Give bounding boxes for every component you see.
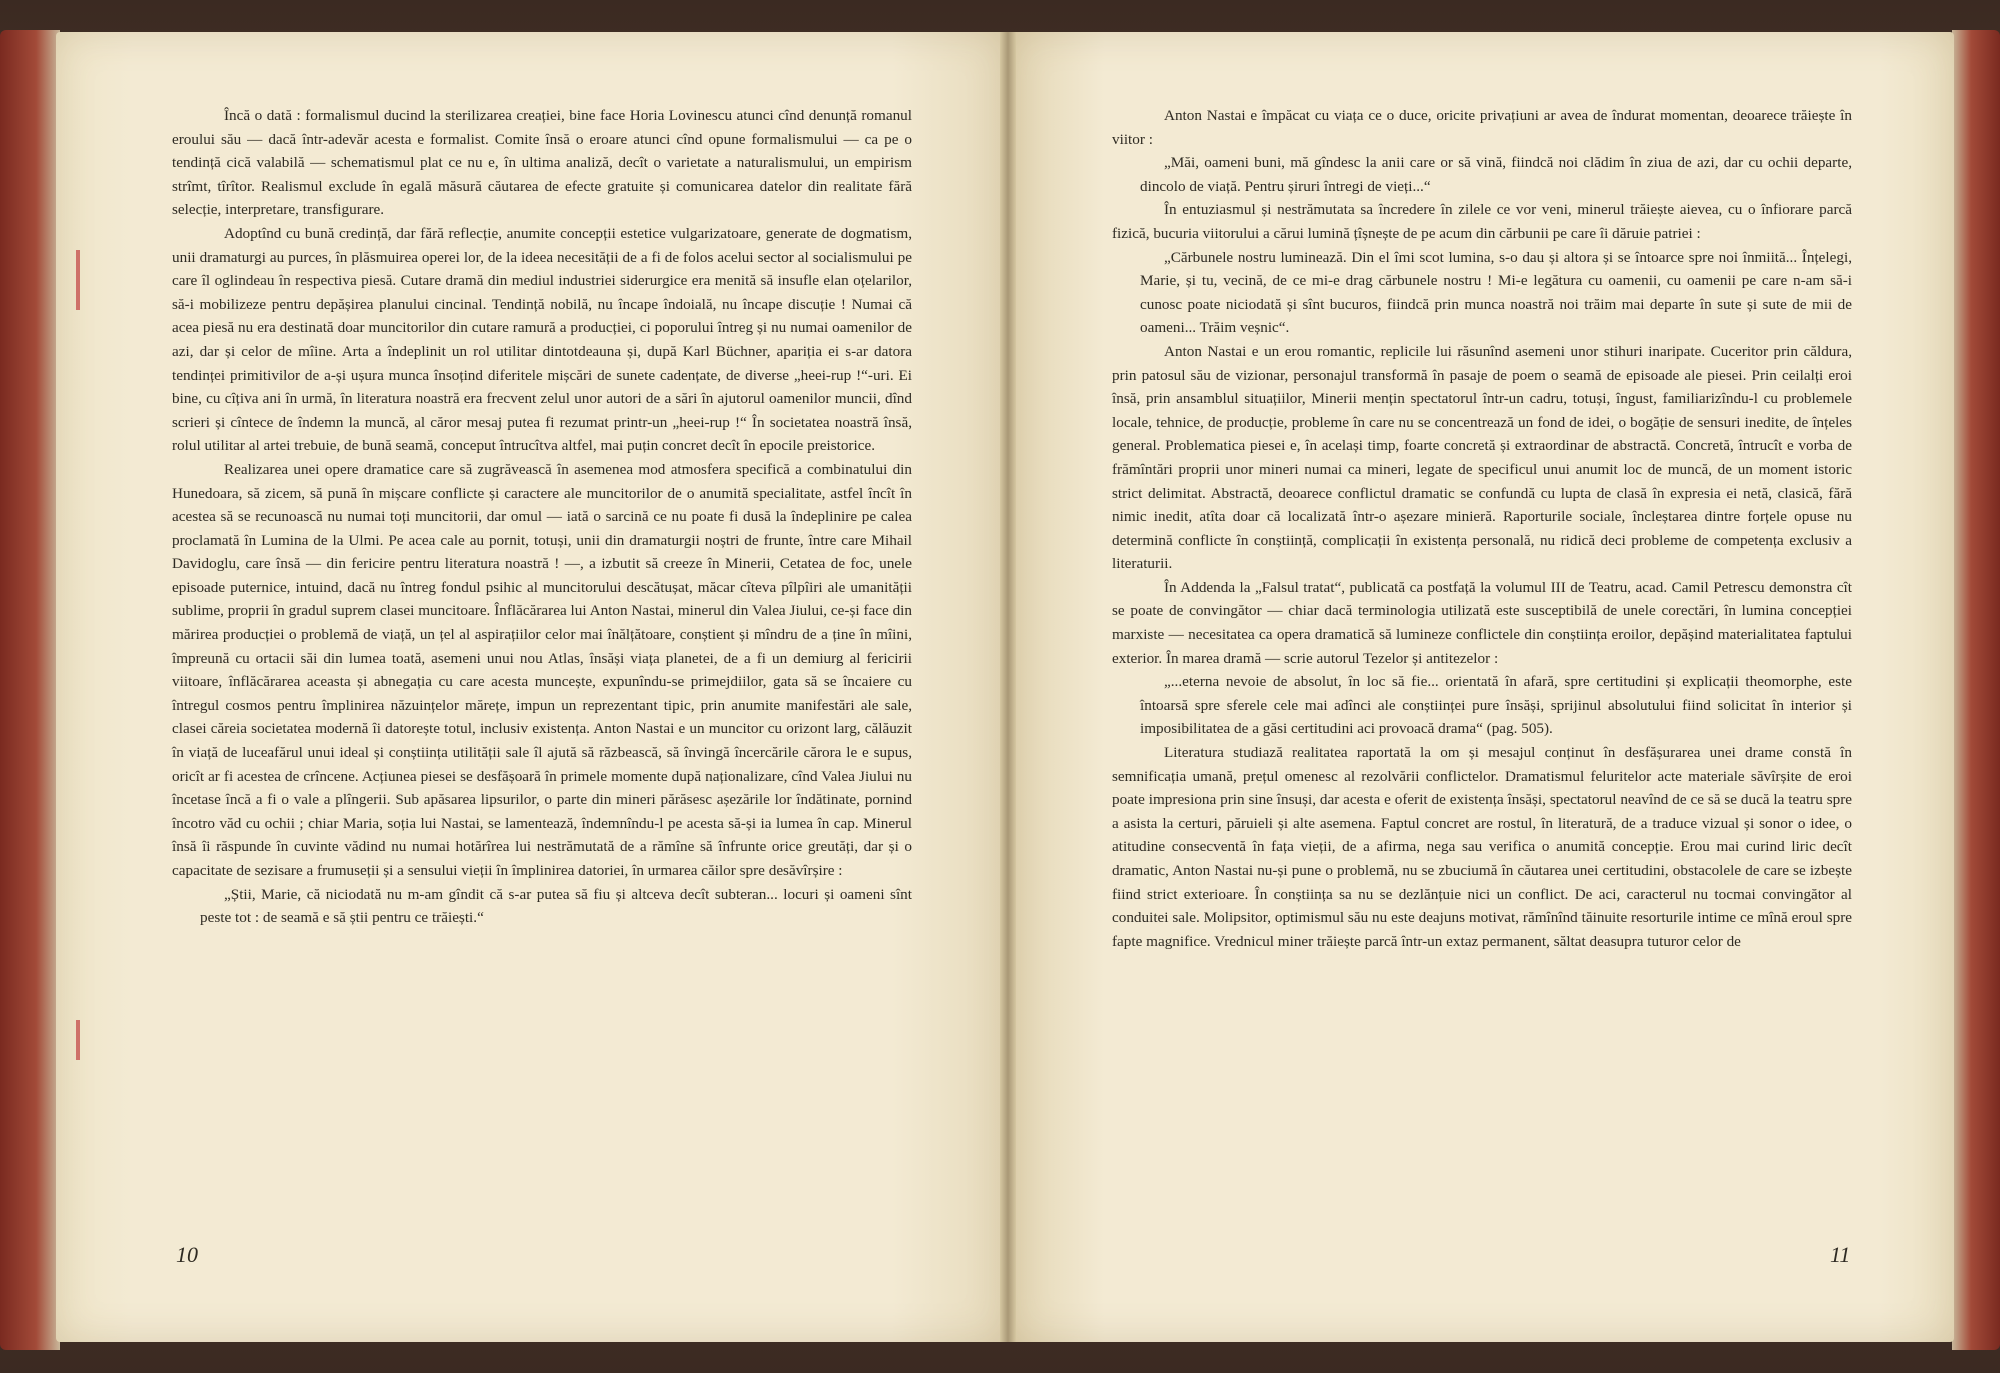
paragraph: Realizarea unei opere dramatice care să zugrăvească în asemenea mod atmosfera specifică a combinatului din Hunedoara, să zicem, să pună în mișcare conflicte și caractere ale muncitorilor de o anumită specialitate, astfel încît în acestea să se recunoască nu numai toți muncitorii, dar omul — iată o sarcină ce nu poate fi dusă la îndeplinire pe calea proclamată în Lumina de la Ulmi. Pe acea cale au pornit, totuși, unii din dramaturgii noștri de frunte, între care Mihail Davidoglu, care însă — din fericire pentru literatura noastră ! —, a izbutit să creeze în Minerii, Cetatea de foc, unele episoade puternice, intuind, dacă nu întreg fondul psihic al muncitorului descătușat, măcar cîteva pîlpîiri ale umanității sublime, proprii în gradul suprem clasei muncitoare. Înflăcărarea lui Anton Nastai, minerul din Valea Jiului, ce-și face din mărirea producției o problemă de viață, un țel al aspirațiilor celor mai înălțătoare, conștient și mîndru de a ține în mîini, împreună cu ortacii săi din lumea toată, asemeni unui nou Atlas, însăși viața planetei, de a fi un demiurg al fericirii viitoare, înflăcărarea aceasta și abnegația cu care acesta muncește, expunîndu-se primejdiilor, gata să se încaiere cu întregul cosmos pentru împlinirea năzuințelor mărețe, impun un reprezentant tipic, prin anumite manifestări ale sale, clasei căreia societatea modernă îi datorește totul, inclusiv existența. Anton Nastai e un muncitor cu orizont larg, călăuzit în viață de luceafărul unui ideal și conștiința utilității sale îl ajută să răzbească, să învingă încercările cărora le e supus, oricît ar fi acestea de crîncene. Acțiunea piesei se desfășoară în primele momente după naționalizare, cînd Valea Jiului nu încetase încă a fi o vale a plîngerii. Sub apăsarea lipsurilor, o parte din mineri părăsesc așezările lor îndătinate, pornind încotro văd cu ochii ; chiar Maria, soția lui Nastai, se lamentează, îndemnîndu-l pe acesta să-și ia lumea în cap. Minerul însă îi răspunde în cuvinte vădind nu numai hotărîrea lui nestrămutată de a rămîne să înfrunte orice greutăți, dar și o capacitate de sezisare a frumuseții și a sensului vieții în împlinirea datoriei, în urmarea căilor spre desăvîrșire : [172, 460, 912, 879]
quote-paragraph: „Cărbunele nostru luminează. Din el îmi scot lumina, s-o dau și altora și se întoarce spre noi înmiită... Înțelegi, Marie, și tu, vecină, de ce mi-e drag cărbunele nostru ! Mi-e legătura cu oamenii, cu oamenii pe care n-am să-i cunosc poate niciodată și sînt bucuros, fiindcă prin munca noastră noi trăim mai departe în sute și sute de mii de oameni... Trăim veșnic“. [1140, 248, 1852, 337]
left-page-body [172, 104, 912, 930]
paragraph: În entuziasmul și nestrămutata sa încredere în zilele ce vor veni, minerul trăiește aievea, cu o înfiorare parcă fizică, bucuria viitorului a cărui lumină țîșnește de pe acum din cărbunii pe care îi dăruie patriei : [1112, 201, 1852, 242]
paragraph: În Addenda la „Falsul tratat“, publicată ca postfață la volumul III de Teatru, acad. Camil Petrescu demonstra cît se poate de convingător — chiar dacă terminologia utilizată este susceptibilă de unele corectări, în lumina concepției marxiste — necesitatea ca opera dramatică să lumineze conflictele din conștiința eroilor, depășind materialitatea faptului exterior. În marea dramă — scrie autorul Tezelor și antitezelor : [1112, 578, 1852, 667]
quote-paragraph: „Măi, oameni buni, mă gîndesc la anii care or să vină, fiindcă noi clădim în ziua de azi, dar cu ochii departe, dincolo de viață. Pentru șiruri întregi de vieți...“ [1140, 154, 1852, 195]
margin-pencil-mark [76, 250, 80, 310]
book-cover-right-edge [1952, 30, 2000, 1350]
paragraph: Anton Nastai e împăcat cu viața ce o duce, oricite privațiuni ar avea de îndurat momentan, deoarece trăiește în viitor : [1112, 107, 1852, 148]
paragraph: Literatura studiază realitatea raportată la om și mesajul conținut în desfășurarea unei drame constă în semnificația umană, prețul omenesc al rezolvării conflictelor. Dramatismul feluritelor acte materiale săvîrșite de eroi poate impresiona prin sine însuși, dar acesta e oferit de existența însăși, spectatorul neavînd de ce să se ducă la teatru spre a asista la certuri, păruieli și alte asemena. Faptul concret are rostul, în literatură, de a traduce vizual și sonor o idee, o atitudine consecventă în fața vieții, de a afirma, nega sau verifica o anumită concepție. Erou mai curind liric decît dramatic, Anton Nastai nu-și pune o problemă, nu se zbuciumă în căutarea unei certitudini, obstacolele de care se izbește fiind strict exterioare. În conștiința sa nu se dezlănțuie nici un conflict. De aci, caracterul nu tocmai convingător al conduitei sale. Molipsitor, optimismul său nu este deajuns motivat, rămînînd tăinuite resorturile intime ce mînă eroul spre fapte magnifice. Vrednicul miner trăiește parcă într-un extaz permanent, săltat deasupra tuturor celor de [1112, 744, 1852, 950]
page-number-left: 10 [176, 1242, 198, 1267]
margin-pencil-mark [76, 1020, 80, 1060]
paragraph: Adoptînd cu bună credință, dar fără reflecție, anumite concepții estetice vulgarizatoare, generate de dogmatism, unii dramaturgi au purces, în plăsmuirea operei lor, de la ideea necesității de a fi de folos acelui sector al socialismului pe care îl oglindeau în respectiva piesă. Cutare dramă din mediul industriei siderurgice era menită să insufle elan oțelarilor, să-i mobilizeze pentru depășirea planului cincinal. Tendință nobilă, nu încape îndoială, nu încape discuție ! Numai că acea piesă nu era destinată doar muncitorilor din cutare ramură a producției, ci poporului întreg și nu numai oamenilor de azi, dar și celor de mîine. Arta a îndeplinit un rol utilitar dintotdeauna și, după Karl Büchner, apariția ei s-ar datora tendinței primitivilor de a-și ușura munca însoțind diferitele mișcări de sunete cadențate, de diverse „heei-rup !“-uri. Ei bine, cu cîțiva ani în urmă, în literatura noastră era frecvent zelul unor autori de a sări în ajutorul oamenilor muncii, dînd scrieri și cîntece de îndemn la muncă, al căror mesaj putea fi rezumat printr-un „heei-rup !“ În societatea noastră însă, rolul utilitar al artei trebuie, de bună seamă, conceput întrucîtva altfel, mai puțin concret decît în epocile preistorice. [172, 224, 912, 455]
paragraph: Anton Nastai e un erou romantic, replicile lui răsunînd asemeni unor stihuri inaripate. Cuceritor prin căldura, prin patosul său de vizionar, personajul transformă în pasaje de poem o seamă de episoade ale piesei. Prin ceilalți eroi însă, prin ansamblul situațiilor, Minerii mențin spectatorul într-un cadru, totuși, îngust, familiarizîndu-l cu problemele locale, tehnice, de producție, probleme în care nu se concentrează un fond de idei, o bogăție de sensuri inedite, de înțeles general. Problematica piesei e, în același timp, foarte concretă și extraordinar de abstractă. Concretă, întrucît e vorba de frămîntări proprii unor mineri numai ca mineri, legate de specificul unui anumit loc de muncă, de un moment istoric strict delimitat. Abstractă, deoarece conflictul dramatic se confundă cu lupta de clasă în expresia ei netă, clasică, fără nimic inedit, atîta doar că localizată într-o așezare minieră. Raporturile sociale, încleștarea dintre forțele opuse nu determină conflicte în conștiință, complicații în existența personală, nu ridică deci probleme de competența exclusiv a literaturii. [1112, 342, 1852, 573]
quote-paragraph: „Știi, Marie, că niciodată nu m-am gîndit că s-ar putea să fiu și altceva decît subteran... locuri și oameni sînt peste tot : de seamă e să știi pentru ce trăiești.“ [200, 885, 912, 927]
book-gutter [1000, 32, 1016, 1342]
book-cover-left-edge [0, 30, 60, 1350]
right-page-body [1112, 104, 1852, 953]
paragraph: Încă o dată : formalismul ducind la sterilizarea creației, bine face Horia Lovinescu atunci cînd denunță romanul eroului său — dacă într-adevăr acesta e formalist. Comite însă o eroare atunci cînd opune formalismului — ca pe o tendință cică valabilă — schematismul plat ce nu e, în ultima analiză, decît o varietate a naturalismului, un empirism strîmt, tîrîtor. Realismul exclude în egală măsură căutarea de efecte gratuite și comunicarea datelor din realitate fără selecție, interpretare, transfigurare. [172, 107, 912, 219]
quote-paragraph: „...eterna nevoie de absolut, în loc să fie... orientată în afară, spre certitudini și explicații theomorphe, este întoarsă spre sferele cele mai adînci ale conștiinței pure însăși, sprijinul absolutului fiind solicitat în interior și imposibilitatea de a găsi certitudini aci provoacă drama“ (pag. 505). [1140, 673, 1852, 738]
page-number-right: 11 [1830, 1242, 1851, 1267]
